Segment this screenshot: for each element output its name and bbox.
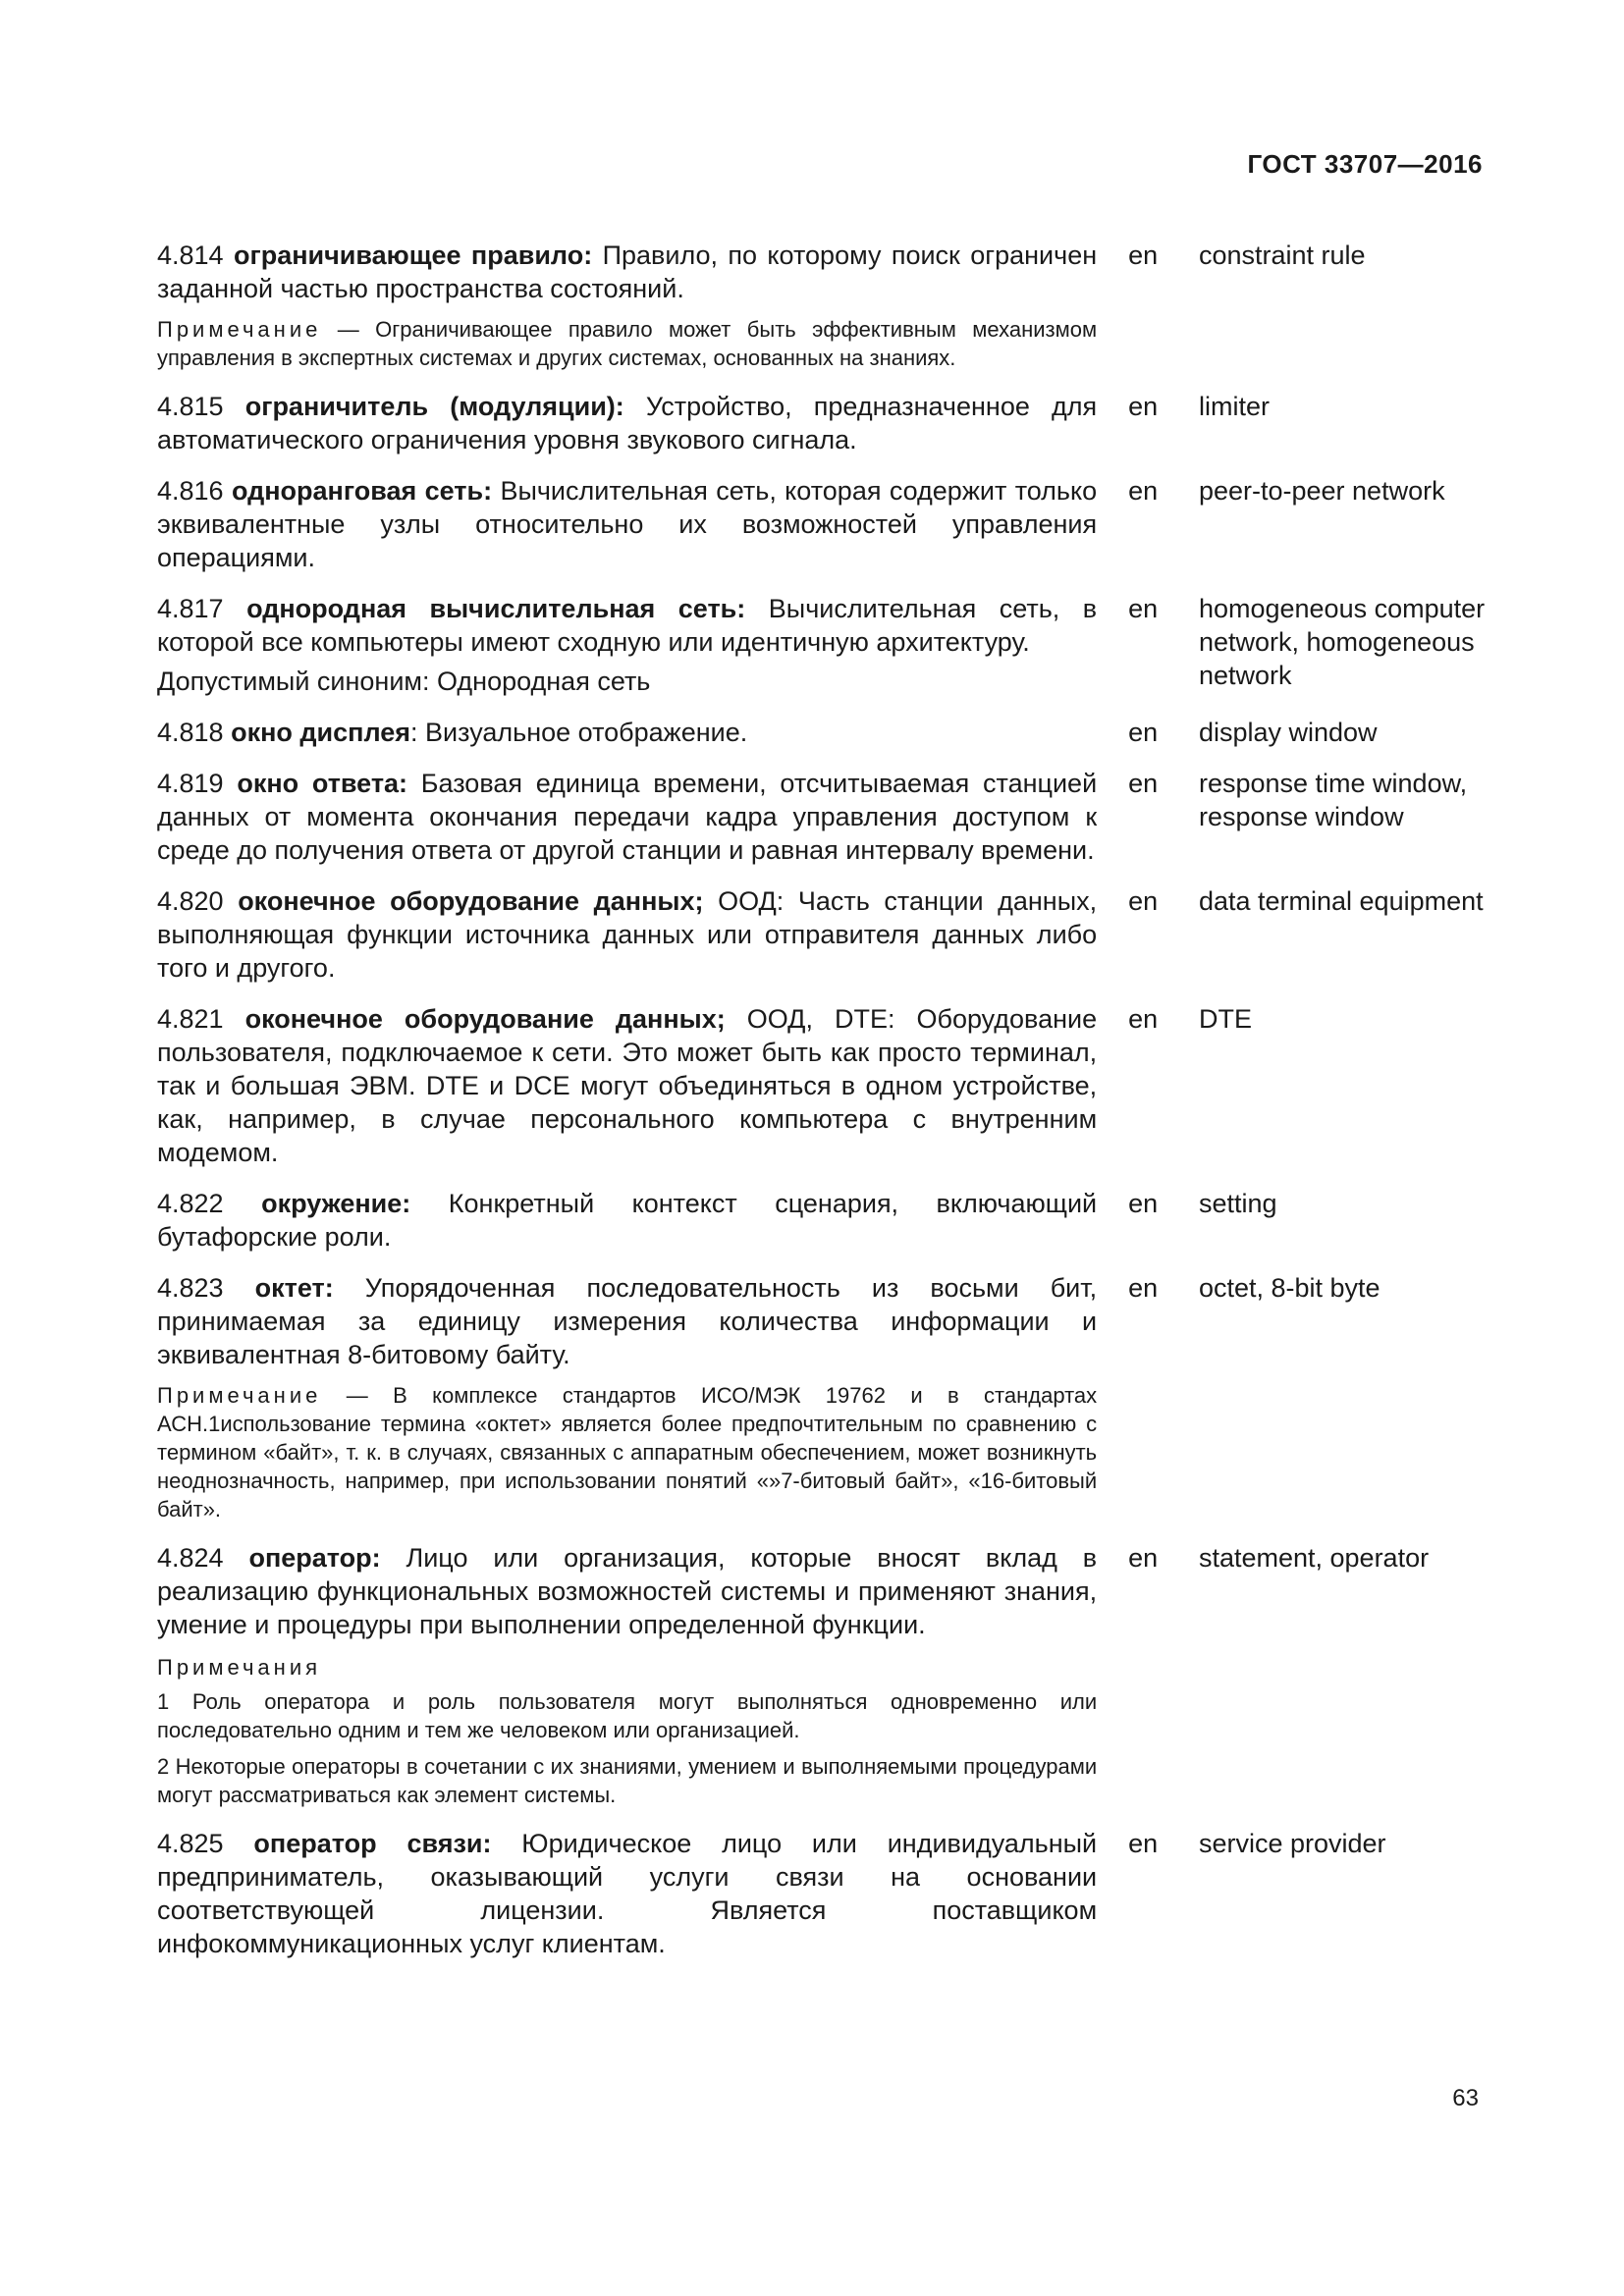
language-code: en xyxy=(1128,1273,1159,1303)
term-name: оконечное оборудование данных; xyxy=(244,1004,726,1034)
term-note xyxy=(157,315,1097,372)
page-number: 63 xyxy=(1452,2085,1479,2111)
english-term: response time window, response window xyxy=(1198,769,1468,831)
english-term: constraint rule xyxy=(1198,240,1366,270)
term-definition xyxy=(157,767,1097,867)
term-number: 4.815 xyxy=(157,392,224,421)
term-definition xyxy=(157,239,1097,305)
term-entry xyxy=(157,767,1512,867)
language-code: en xyxy=(1128,1004,1159,1034)
term-number: 4.824 xyxy=(157,1543,224,1573)
english-term: statement, operator xyxy=(1198,1543,1430,1573)
definition-text: Устройство, предназначенное для автоматического ограничения уровня звукового сигнала. xyxy=(157,392,1098,454)
definition-text: Правило, по которому поиск ограничен заданной частью пространства состояний. xyxy=(157,240,1098,303)
definition-text: ООД: Часть станции данных, выполняющая функции источника данных или отправителя данных либо того и другого. xyxy=(157,886,1098,983)
term-definition xyxy=(157,1271,1097,1371)
term-name: окно ответа: xyxy=(237,769,408,798)
english-term: setting xyxy=(1198,1189,1277,1218)
definition-text: Вычислительная сеть, в которой все компьютеры имеют сходную или идентичную архитектуру. xyxy=(157,594,1098,657)
term-number: 4.814 xyxy=(157,240,224,270)
term-number: 4.820 xyxy=(157,886,224,916)
note-text: — В комплексе стандартов ИСО/МЭК 19762 и в стандартах АСН.1использование термина «октет» является более предпочтительным по сравнению с термином «байт», т. к. в случаях, связанных с аппаратным обеспечением, может возникнуть неоднозначность, например, при использовании понятий «»7-битовый байт», «16-битовый байт». xyxy=(157,1383,1098,1522)
english-term: service provider xyxy=(1198,1829,1386,1858)
note-text: — Ограничивающее правило может быть эффективным механизмом управления в экспертных системах и других системах, основанных на знаниях. xyxy=(157,317,1098,370)
english-term: DTE xyxy=(1198,1004,1252,1034)
term-definition xyxy=(157,1187,1097,1254)
definition-text: Упорядоченная последовательность из восьми бит, принимаемая за единицу измерения количества информации и эквивалентная 8-битовому байту. xyxy=(157,1273,1098,1369)
term-definition xyxy=(157,474,1097,574)
term-entry xyxy=(157,1187,1512,1254)
term-name: ограничивающее правило: xyxy=(233,240,593,270)
language-code: en xyxy=(1128,392,1159,421)
term-entry xyxy=(157,716,1512,749)
language-code: en xyxy=(1128,1189,1159,1218)
term-synonym: Допустимый синоним: Однородная сеть xyxy=(157,667,651,696)
english-term: octet, 8-bit byte xyxy=(1198,1273,1380,1303)
term-number: 4.822 xyxy=(157,1189,224,1218)
note-item: 1 Роль оператора и роль пользователя могут выполняться одновременно или последовательно одним и тем же человеком или организацией. xyxy=(157,1689,1098,1742)
term-name: ограничитель (модуляции): xyxy=(244,392,624,421)
term-number: 4.816 xyxy=(157,476,224,506)
definition-text: Вычислительная сеть, которая содержит только эквивалентные узлы относительно их возможностей управления операциями. xyxy=(157,476,1098,572)
term-number: 4.819 xyxy=(157,769,224,798)
term-name: оконечное оборудование данных; xyxy=(238,886,704,916)
term-name: окно дисплея xyxy=(231,718,411,747)
language-code: en xyxy=(1128,1829,1159,1858)
language-code: en xyxy=(1128,769,1159,798)
english-term: data terminal equipment xyxy=(1198,886,1484,916)
term-definition xyxy=(157,1002,1097,1169)
term-name: однородная вычислительная сеть: xyxy=(246,594,746,623)
definition-text: Базовая единица времени, отсчитываемая станцией данных от момента окончания передачи кадра управления доступом к среде до получения ответа от другой станции и равная интервалу времени. xyxy=(157,769,1098,865)
term-definition xyxy=(157,1827,1097,1960)
term-definition xyxy=(157,592,1097,659)
term-name: октет: xyxy=(254,1273,334,1303)
definition-text: : Визуальное отображение. xyxy=(410,718,748,747)
term-number: 4.825 xyxy=(157,1829,224,1858)
term-number: 4.818 xyxy=(157,718,224,747)
term-number: 4.823 xyxy=(157,1273,224,1303)
term-entry xyxy=(157,390,1512,456)
language-code: en xyxy=(1128,240,1159,270)
note-item: 2 Некоторые операторы в сочетании с их знаниями, умением и выполняемыми процедурами могут рассматриваться как элемент системы. xyxy=(157,1754,1098,1807)
term-entry xyxy=(157,1541,1512,1809)
note-label: Примечание xyxy=(157,1383,322,1408)
english-term: peer-to-peer network xyxy=(1198,476,1445,506)
language-code: en xyxy=(1128,594,1159,623)
language-code: en xyxy=(1128,1543,1159,1573)
language-code: en xyxy=(1128,718,1159,747)
language-code: en xyxy=(1128,476,1159,506)
term-name: оператор: xyxy=(248,1543,381,1573)
term-name: окружение: xyxy=(261,1189,411,1218)
definition-text: Лицо или организация, которые вносят вклад в реализацию функциональных возможностей системы и применяют знания, умение и процедуры при выполнении определенной функции. xyxy=(157,1543,1098,1639)
term-name: одноранговая сеть: xyxy=(231,476,493,506)
language-code: en xyxy=(1128,886,1159,916)
english-term: homogeneous computer network, homogeneous network xyxy=(1198,594,1486,690)
term-number: 4.821 xyxy=(157,1004,224,1034)
definition-text: Юридическое лицо или индивидуальный предприниматель, оказывающий услуги связи на основании соответствующей лицензии. Является поставщиком инфокоммуникационных услуг клиентам. xyxy=(157,1829,1098,1958)
document-header: ГОСТ 33707—2016 xyxy=(1247,149,1483,179)
term-entry xyxy=(157,474,1512,574)
english-term: display window xyxy=(1198,718,1378,747)
term-definition xyxy=(157,884,1097,985)
term-entry xyxy=(157,239,1512,372)
term-entry xyxy=(157,592,1512,698)
term-note xyxy=(157,1381,1097,1523)
term-entry xyxy=(157,1002,1512,1169)
note-label: Примечание xyxy=(157,317,322,342)
term-definition xyxy=(157,716,1097,749)
term-entry xyxy=(157,1271,1512,1523)
definition-text: ООД, DTE: Оборудование пользователя, подключаемое к сети. Это может быть как просто терминал, так и большая ЭВМ. DTE и DCE могут объединяться в одном устройстве, как, например, в случае персонального компьютера с внутренним модемом. xyxy=(157,1004,1098,1167)
term-entry xyxy=(157,884,1512,985)
notes-header: Примечания xyxy=(157,1655,322,1680)
term-definition xyxy=(157,390,1097,456)
term-number: 4.817 xyxy=(157,594,224,623)
term-definition xyxy=(157,1541,1097,1641)
english-term: limiter xyxy=(1198,392,1270,421)
definition-text: Конкретный контекст сценария, включающий бутафорские роли. xyxy=(157,1189,1098,1252)
term-entries xyxy=(157,239,1512,1978)
term-entry xyxy=(157,1827,1512,1960)
term-name: оператор связи: xyxy=(253,1829,492,1858)
